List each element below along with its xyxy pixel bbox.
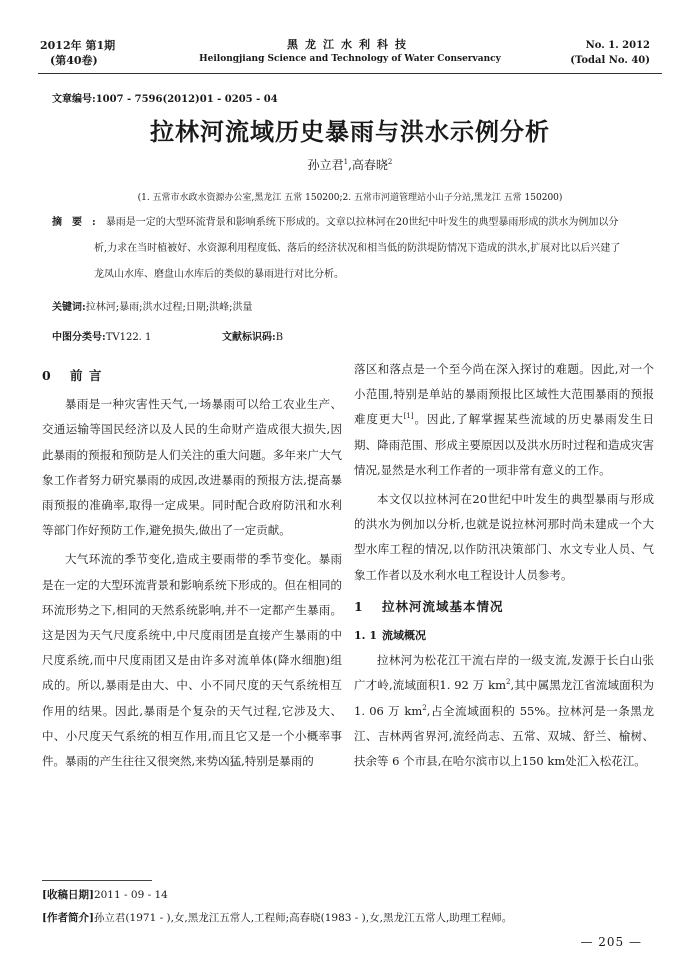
paragraph-text: ,占全流域面积的 55%。拉林河是一条黑龙江、吉林两省界河,流经尚志、五常、双城、舒兰、榆树、扶余等 6 个市县,在哈尔滨市以上150 km处汇入松花江。 bbox=[354, 703, 654, 769]
paragraph bbox=[354, 648, 654, 774]
section-heading-preface bbox=[42, 357, 342, 392]
issue-year-number: 2012年 第1期 bbox=[40, 39, 116, 52]
abstract-label: 摘要: bbox=[52, 217, 106, 228]
paragraph: 暴雨是一种灾害性天气,一场暴雨可以给工农业生产、交通运输等国民经济以及人民的生命财产造成很大损失,因此暴雨的预报和预防是人们关注的重大问题。多年来广大气象工作者努力研究暴雨的成因,改进暴雨的预报方法,提高暴雨预报的准确率,取得一定成果。同时配合政府防汛和水利等部门作好预防工作,避免损失,做出了一定贡献。 bbox=[42, 397, 342, 538]
journal-issue-info bbox=[40, 38, 115, 68]
header-rule bbox=[38, 73, 662, 74]
clc-label: 中图分类号: bbox=[52, 332, 106, 343]
keywords-label: 关键词: bbox=[52, 302, 86, 313]
received-date bbox=[42, 887, 168, 902]
bio-value: 孙立君(1971 - ),女,黑龙江五常人,工程师;高春晓(1983 - ),女,黑龙江五常人,助理工程师。 bbox=[93, 912, 513, 924]
paragraph-text: 拉林河为松花江干流右岸的一级支流,发源于长白山张广才岭,流域面积1. 92 万 km bbox=[354, 653, 654, 693]
paragraph: 大气环流的季节变化,造成主要雨带的季节变化。暴雨是在一定的大型环流背景和影响系统下形成的。但在相同的环流形势之下,相同的天然系统影响,并不一定都产生暴雨。这是因为天气尺度系统中,中尺度雨团是直接产生暴雨的中尺度系统,而中尺度雨团又是由许多对流单体(降水细胞)组成的。所以,暴雨是由大、中、小不同尺度的天气系统相互作用的结果。因此,暴雨是个复杂的天气过程,它涉及大、中、小尺度天气系统的相互作用,而且它又是一个小概率事件。暴雨的产生往往又很突然,来势凶猛,特别是暴雨的 bbox=[42, 552, 342, 769]
doc-code-label: 文献标识码: bbox=[222, 332, 276, 343]
journal-name-cn: 黑龙江水利科技 bbox=[287, 38, 413, 51]
section-title: 拉林河流域基本情况 bbox=[382, 598, 504, 614]
article-title: 拉林河流域历史暴雨与洪水示例分析 bbox=[150, 118, 550, 146]
volume-number: (第40卷) bbox=[50, 54, 98, 67]
abstract-line-3: 龙凤山水库、磨盘山水库后的类似的暴雨进行对比分析。 bbox=[94, 269, 344, 280]
footnote-rule bbox=[42, 880, 152, 881]
page-number: — 205 — bbox=[580, 935, 642, 949]
total-number-en: (Todal No. 40) bbox=[570, 55, 650, 66]
author-1: 孙立君 bbox=[307, 158, 344, 172]
journal-name bbox=[170, 37, 530, 67]
subsection-title: 流域概况 bbox=[382, 629, 426, 643]
keywords-text: 拉林河;暴雨;洪水过程;日期;洪峰;洪量 bbox=[85, 302, 253, 313]
left-column bbox=[42, 357, 342, 774]
paragraph-text: ,其中属黑龙江省流域面积为1. 06 万 km bbox=[354, 678, 654, 718]
paragraph-continued bbox=[354, 357, 654, 483]
paragraph-text: 。因此,了解掌握某些流域的历史暴雨发生日期、降雨范围、形成主要原因以及洪水历时过程和造成灾害情况,显然是水利工作者的一项非常有意义的工作。 bbox=[354, 412, 654, 477]
author-2-affil-marker: 2 bbox=[387, 158, 393, 166]
journal-name-en: Heilongjiang Science and Technology of Water Conservancy bbox=[199, 54, 501, 64]
section-number: 0 bbox=[42, 368, 52, 383]
superscript: 2 bbox=[505, 678, 511, 687]
abstract-line-2: 析,力求在当时植被好、水资源利用程度低、落后的经济状况和相当低的防洪堤防情况下造成的洪水,扩展对比以后兴建了 bbox=[94, 243, 621, 254]
keywords bbox=[52, 298, 253, 313]
right-column bbox=[354, 357, 654, 774]
issue-numbering bbox=[570, 38, 650, 68]
received-label: [收稿日期] bbox=[42, 889, 94, 901]
author-line bbox=[0, 156, 700, 173]
clc-value: TV122. 1 bbox=[105, 332, 152, 343]
document-code bbox=[222, 328, 283, 343]
author-separator: , bbox=[348, 158, 352, 172]
section-heading-1 bbox=[354, 588, 654, 623]
doc-code-value: B bbox=[275, 332, 284, 343]
author-bio bbox=[42, 910, 512, 925]
received-value: 2011 - 09 - 14 bbox=[93, 889, 168, 901]
author-1-affil-marker: 1 bbox=[343, 158, 349, 166]
subsection-number: 1. 1 bbox=[354, 629, 377, 643]
paragraph-text: 落区和落点是一个至今尚在深入探讨的难题。因此,对一个小范围,特别是单站的暴雨预报比区域性大范围暴雨的预报难度更大 bbox=[354, 362, 654, 427]
issue-number-en: No. 1. 2012 bbox=[585, 40, 650, 51]
reference-marker: [1] bbox=[403, 412, 414, 421]
section-title: 前 言 bbox=[70, 368, 103, 383]
abstract bbox=[52, 210, 642, 288]
superscript: 2 bbox=[422, 703, 427, 712]
subsection-heading-1-1 bbox=[354, 623, 654, 648]
abstract-line-1: 暴雨是一定的大型环流背景和影响系统下形成的。文章以拉林河在20世纪中叶发生的典型暴雨形成的洪水为例加以分 bbox=[105, 217, 619, 228]
section-number: 1 bbox=[354, 598, 364, 614]
affiliations: (1. 五常市水政水资源办公室,黑龙江 五常 150200;2. 五常市河道管理站小山子分站,黑龙江 五常 150200) bbox=[137, 193, 563, 203]
paragraph: 本文仅以拉林河在20世纪中叶发生的典型暴雨与形成的洪水为例加以分析,也就是说拉林河那时尚未建成一个大型水库工程的情况,以作防汛决策部门、水文专业人员、气象工作者以及水利水电工程设计人员参考。 bbox=[354, 492, 654, 582]
clc-number bbox=[52, 328, 151, 343]
article-id: 文章编号:1007 - 7596(2012)01 - 0205 - 04 bbox=[52, 94, 278, 105]
bio-label: [作者简介] bbox=[42, 912, 94, 924]
author-2: 高春晓 bbox=[351, 158, 388, 172]
